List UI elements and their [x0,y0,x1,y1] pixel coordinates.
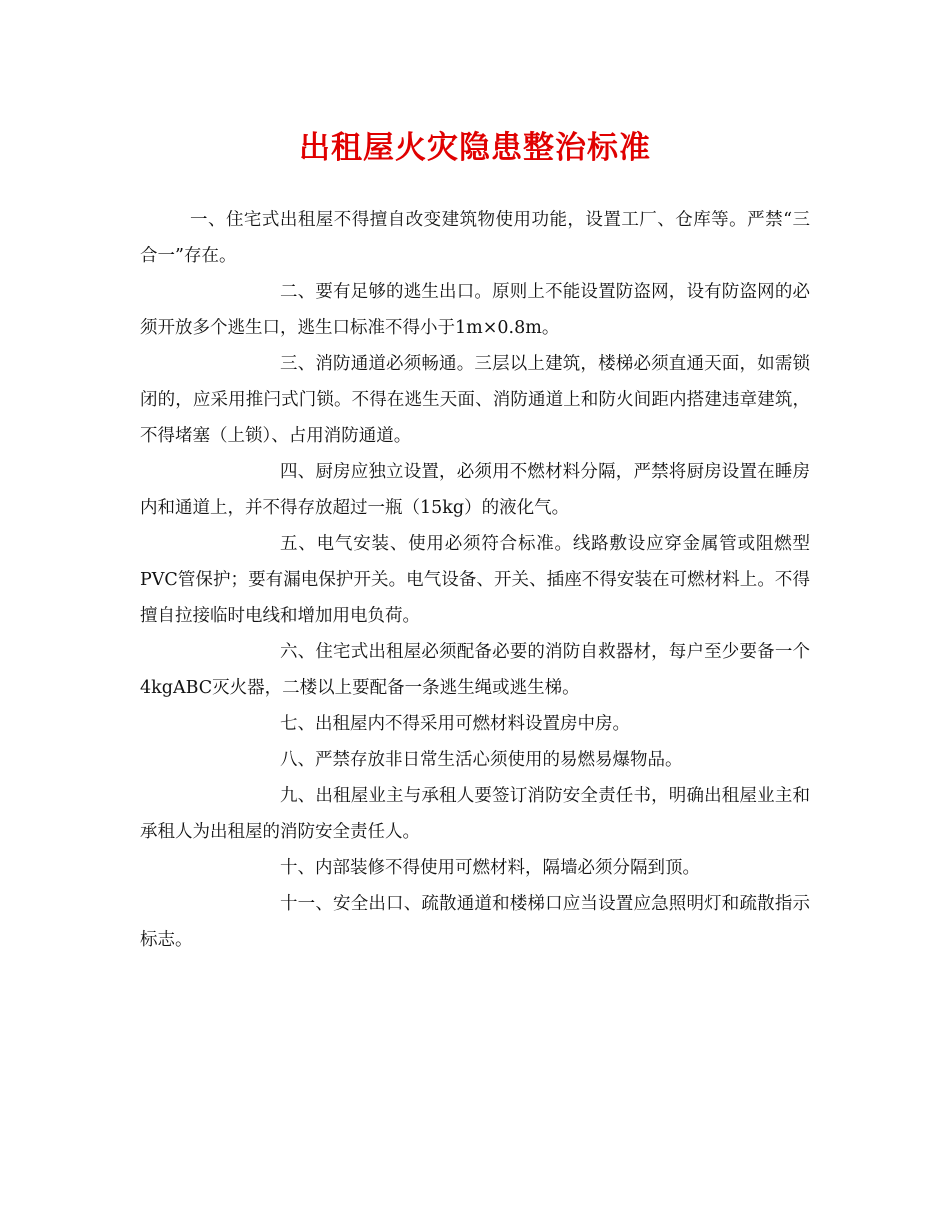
paragraph-7: 七、出租屋内不得采用可燃材料设置房中房。 [280,714,630,734]
paragraph-8: 八、严禁存放非日常生活心须使用的易燃易爆物品。 [280,750,683,770]
paragraph-1: 一、住宅式出租屋不得擅自改变建筑物使用功能，设置工厂、仓库等。严禁“三合一”存在。 [140,210,810,266]
paragraph-9: 九、出租屋业主与承租人要签订消防安全责任书，明确出租屋业主和承租人为出租屋的消防安全责任人。 [140,786,810,842]
document-title: 出租屋火灾隐患整治标准 [299,130,651,166]
paragraph-2: 二、要有足够的逃生出口。原则上不能设置防盗网，设有防盗网的必须开放多个逃生口，逃生口标准不得小于1m×0.8m。 [140,282,810,338]
paragraph-3: 三、消防通道必须畅通。三层以上建筑，楼梯必须直通天面，如需锁闭的，应采用推闩式门锁。不得在逃生天面、消防通道上和防火间距内搭建违章建筑，不得堵塞（上锁）、占用消防通道。 [140,354,810,446]
document-body [140,202,810,958]
paragraph-4: 四、厨房应独立设置，必须用不燃材料分隔，严禁将厨房设置在睡房内和通道上，并不得存放超过一瓶（15kg）的液化气。 [140,462,810,518]
paragraph-10: 十、内部装修不得使用可燃材料，隔墙必须分隔到顶。 [280,858,700,878]
paragraph-11: 十一、安全出口、疏散通道和楼梯口应当设置应急照明灯和疏散指示标志。 [140,894,810,950]
paragraph-6: 六、住宅式出租屋必须配备必要的消防自救器材，每户至少要备一个4kgABC灭火器，二楼以上要配备一条逃生绳或逃生梯。 [140,642,810,698]
paragraph-5: 五、电气安装、使用必须符合标准。线路敷设应穿金属管或阻燃型PVC管保护；要有漏电保护开关。电气设备、开关、插座不得安装在可燃材料上。不得擅自拉接临时电线和增加用电负荷。 [140,534,810,626]
